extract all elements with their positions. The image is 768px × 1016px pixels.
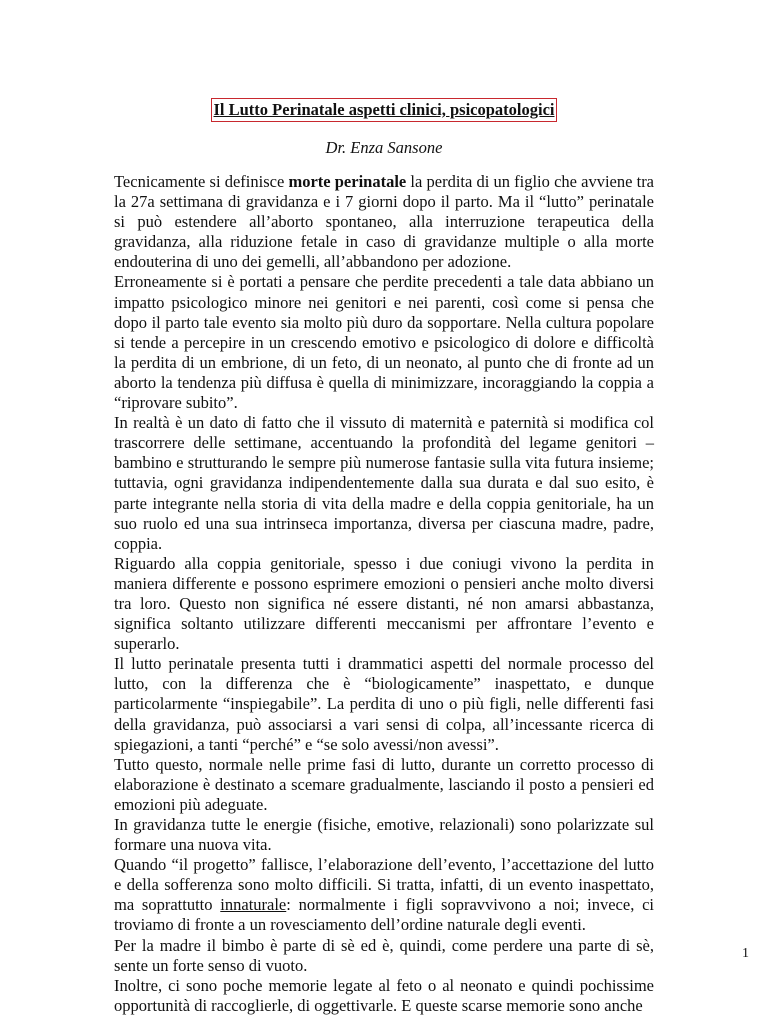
paragraph: Erroneamente si è portati a pensare che perdite precedenti a tale data abbiano un impatto psicologico minore nei genitori e nei parenti, così come si pensa che dopo il parto tale evento sia molto più duro da sopportare. Nella cultura popolare si tende a percepire in un crescendo emotivo e psicologico di dolore e difficoltà la perdita di un embrione, di un feto, di un neonato, al punto che di fronte ad un aborto la tendenza più diffusa è quella di minimizzare, incoraggiando la coppia a “riprovare subito”. <box>114 272 654 413</box>
paragraph: Tecnicamente si definisce morte perinatale la perdita di un figlio che avviene tra la 27a settimana di gravidanza e i 7 giorni dopo il parto. Ma il “lutto” perinatale si può estendere all’aborto spontaneo, alla interruzione terapeutica della gravidanza, alla riduzione fetale in caso di gravidanze multiple o alla morte endouterina di uno dei gemelli, all’abbandono per adozione. <box>114 172 655 272</box>
title-container <box>0 98 768 122</box>
author-name: Dr. Enza Sansone <box>325 138 443 157</box>
page-number: 1 <box>742 946 749 961</box>
paragraph: Riguardo alla coppia genitoriale, spesso i due coniugi vivono la perdita in maniera differente e possono esprimere emozioni o pensieri anche molto diversi tra loro. Questo non significa né essere distanti, né non amarsi abbastanza, significa soltanto utilizzare differenti meccanismi per affrontare l’evento e superarlo. <box>114 553 654 654</box>
paragraph: Quando “il progetto” fallisce, l’elaborazione dell’evento, l’accettazione del lutto e della sofferenza sono molto difficili. Si tratta, infatti, di un evento inaspettato, ma soprattutto innaturale: normalmente i figli sopravvivono a noi; invece, ci troviamo di fronte a un rovesciamento dell’ordine naturale degli eventi. <box>114 855 655 935</box>
underlined-term: innaturale <box>220 895 287 915</box>
page-title: Il Lutto Perinatale aspetti clinici, psicopatologici <box>211 98 558 122</box>
paragraph: Tutto questo, normale nelle prime fasi di lutto, durante un corretto processo di elaborazione è destinato a scemare gradualmente, lasciando il posto a pensieri ed emozioni più adeguate. <box>114 754 654 814</box>
paragraph: In realtà è un dato di fatto che il vissuto di maternità e paternità si modifica col trascorrere delle settimane, accentuando la profondità del legame genitori – bambino e strutturando le sempre più numerose fantasie sulla vita futura insieme; tuttavia, ogni gravidanza indipendentemente dalla sua durata e dal suo esito, è parte integrante nella storia di vita della madre e della coppia genitoriale, ha un suo ruolo ed una sua intrinseca importanza, diversa per ciascuna madre, padre, coppia. <box>114 413 654 553</box>
paragraph: Per la madre il bimbo è parte di sè ed è, quindi, come perdere una parte di sè, sente un forte senso di vuoto. <box>114 935 654 975</box>
paragraph: In gravidanza tutte le energie (fisiche, emotive, relazionali) sono polarizzate sul formare una nuova vita. <box>114 815 654 855</box>
bold-term: morte perinatale <box>288 172 407 191</box>
paragraph: Inoltre, ci sono poche memorie legate al feto o al neonato e quindi pochissime opportunità di raccoglierle, di oggettivarle. E queste scarse memorie sono anche <box>114 975 654 1015</box>
paragraph: Il lutto perinatale presenta tutti i drammatici aspetti del normale processo del lutto, con la differenza che è “biologicamente” inaspettato, e dunque particolarmente “inspiegabile”. La perdita di uno o più figli, nelle differenti fasi della gravidanza, può associarsi a vari sensi di colpa, all’incessante ricerca di spiegazioni, a tanti “perché” e “se solo avessi/non avessi”. <box>114 654 654 754</box>
document-body <box>114 172 654 1016</box>
